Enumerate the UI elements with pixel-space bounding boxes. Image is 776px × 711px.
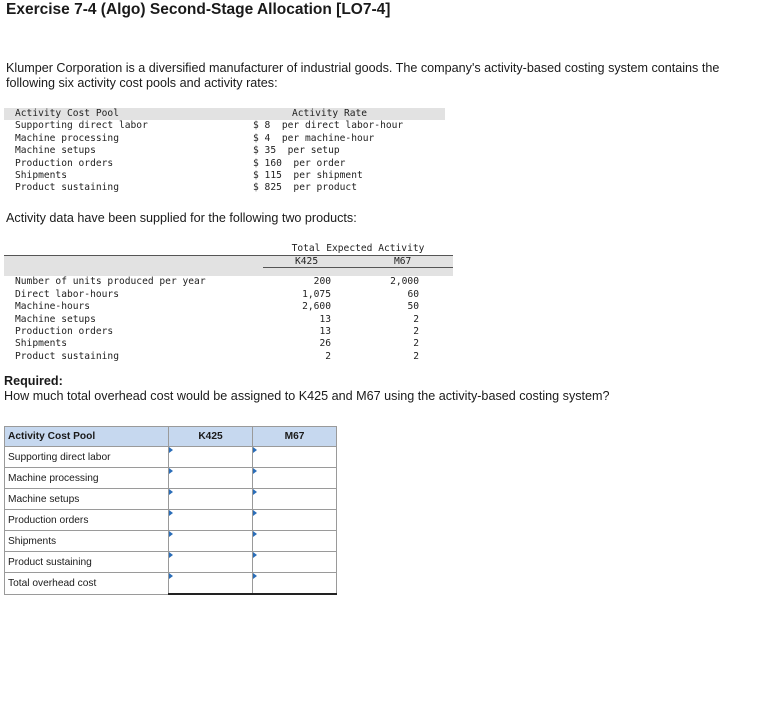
activity-k425: 13 xyxy=(319,325,331,337)
answer-row-label: Shipments xyxy=(5,531,169,552)
answer-header-row xyxy=(5,427,337,447)
table-row xyxy=(5,552,337,573)
activity-intro: Activity data have been supplied for the following two products: xyxy=(6,211,357,225)
table-row xyxy=(4,170,445,182)
activity-m67: 60 xyxy=(407,288,419,300)
activity-label: Shipments xyxy=(15,338,67,350)
rate-value: $ 4 per machine-hour xyxy=(253,132,375,144)
rate-value: $ 115 per shipment xyxy=(253,169,363,181)
activity-label: Production orders xyxy=(15,325,114,337)
col-header-m67: M67 xyxy=(394,256,412,268)
answer-row-label: Machine setups xyxy=(5,489,169,510)
table-row xyxy=(4,314,453,326)
k425-input-product-sustaining[interactable] xyxy=(169,552,253,573)
table-row xyxy=(4,145,445,157)
activity-k425: 13 xyxy=(319,313,331,325)
activity-column-header-row xyxy=(4,255,453,276)
m67-input-machine-processing[interactable] xyxy=(253,468,337,489)
answer-table xyxy=(4,426,337,595)
table-row xyxy=(4,120,445,132)
table-row xyxy=(4,133,445,145)
activity-m67: 2 xyxy=(413,325,419,337)
rates-header-rate: Activity Rate xyxy=(292,108,368,119)
table-row xyxy=(4,276,453,288)
rate-pool: Machine processing xyxy=(15,132,119,144)
rates-header-row xyxy=(4,108,445,120)
answer-header-m67: M67 xyxy=(253,427,337,447)
rate-pool: Shipments xyxy=(15,169,67,181)
activity-m67: 2 xyxy=(413,350,419,362)
rates-header-pool: Activity Cost Pool xyxy=(15,108,119,119)
activity-k425: 2,600 xyxy=(302,301,331,313)
exercise-title: Exercise 7-4 (Algo) Second-Stage Allocation [LO7-4] xyxy=(6,1,391,18)
activity-k425: 200 xyxy=(313,276,331,288)
answer-row-label: Supporting direct labor xyxy=(5,447,169,468)
answer-row-label: Product sustaining xyxy=(5,552,169,573)
activity-label: Machine setups xyxy=(15,313,96,325)
activity-m67: 2,000 xyxy=(390,276,419,288)
answer-header-k425: K425 xyxy=(169,427,253,447)
k425-input-machine-setups[interactable] xyxy=(169,489,253,510)
activity-rates-table xyxy=(4,108,445,195)
table-row xyxy=(5,468,337,489)
table-row xyxy=(4,351,453,363)
answer-row-label: Total overhead cost xyxy=(5,573,169,595)
m67-input-product-sustaining[interactable] xyxy=(253,552,337,573)
activity-label: Direct labor-hours xyxy=(15,288,119,300)
table-row xyxy=(4,338,453,350)
rate-pool: Supporting direct labor xyxy=(15,120,148,132)
activity-label: Machine-hours xyxy=(15,301,91,313)
k425-input-shipments[interactable] xyxy=(169,531,253,552)
table-row xyxy=(5,531,337,552)
table-row xyxy=(5,489,337,510)
activity-group-header: Total Expected Activity xyxy=(263,243,453,256)
activity-m67: 50 xyxy=(407,301,419,313)
activity-label: Product sustaining xyxy=(15,350,119,362)
required-question: How much total overhead cost would be assigned to K425 and M67 using the activity-based costing system? xyxy=(4,389,610,403)
table-row xyxy=(4,289,453,301)
header-divider xyxy=(263,267,453,268)
rate-pool: Machine setups xyxy=(15,145,96,157)
answer-row-label: Production orders xyxy=(5,510,169,531)
m67-input-supporting-direct-labor[interactable] xyxy=(253,447,337,468)
table-row xyxy=(5,510,337,531)
table-row xyxy=(5,573,337,595)
rate-value: $ 8 per direct labor-hour xyxy=(253,120,404,132)
table-row xyxy=(4,326,453,338)
activity-data-table xyxy=(4,243,453,363)
k425-input-machine-processing[interactable] xyxy=(169,468,253,489)
col-header-k425: K425 xyxy=(295,256,319,268)
activity-m67: 2 xyxy=(413,338,419,350)
required-heading: Required: xyxy=(4,374,63,388)
k425-input-production-orders[interactable] xyxy=(169,510,253,531)
k425-input-supporting-direct-labor[interactable] xyxy=(169,447,253,468)
intro-paragraph: Klumper Corporation is a diversified manufacturer of industrial goods. The company's activity-based costing system contains the following six activity cost pools and activity rates: xyxy=(6,61,720,90)
rate-value: $ 35 per setup xyxy=(253,145,340,157)
answer-row-label: Machine processing xyxy=(5,468,169,489)
k425-input-total-overhead[interactable] xyxy=(169,573,253,595)
table-row xyxy=(5,447,337,468)
rate-value: $ 160 per order xyxy=(253,157,346,169)
m67-input-machine-setups[interactable] xyxy=(253,489,337,510)
activity-m67: 2 xyxy=(413,313,419,325)
activity-k425: 1,075 xyxy=(302,288,331,300)
m67-input-shipments[interactable] xyxy=(253,531,337,552)
rate-value: $ 825 per product xyxy=(253,182,357,194)
activity-k425: 26 xyxy=(319,338,331,350)
rate-pool: Product sustaining xyxy=(15,182,119,194)
activity-label: Number of units produced per year xyxy=(15,276,206,288)
table-row xyxy=(4,301,453,313)
table-row xyxy=(4,182,445,194)
rate-pool: Production orders xyxy=(15,157,114,169)
activity-k425: 2 xyxy=(325,350,331,362)
answer-header-pool: Activity Cost Pool xyxy=(5,427,169,447)
activity-group-header-row xyxy=(4,243,453,255)
m67-input-production-orders[interactable] xyxy=(253,510,337,531)
m67-input-total-overhead[interactable] xyxy=(253,573,337,595)
table-row xyxy=(4,158,445,170)
